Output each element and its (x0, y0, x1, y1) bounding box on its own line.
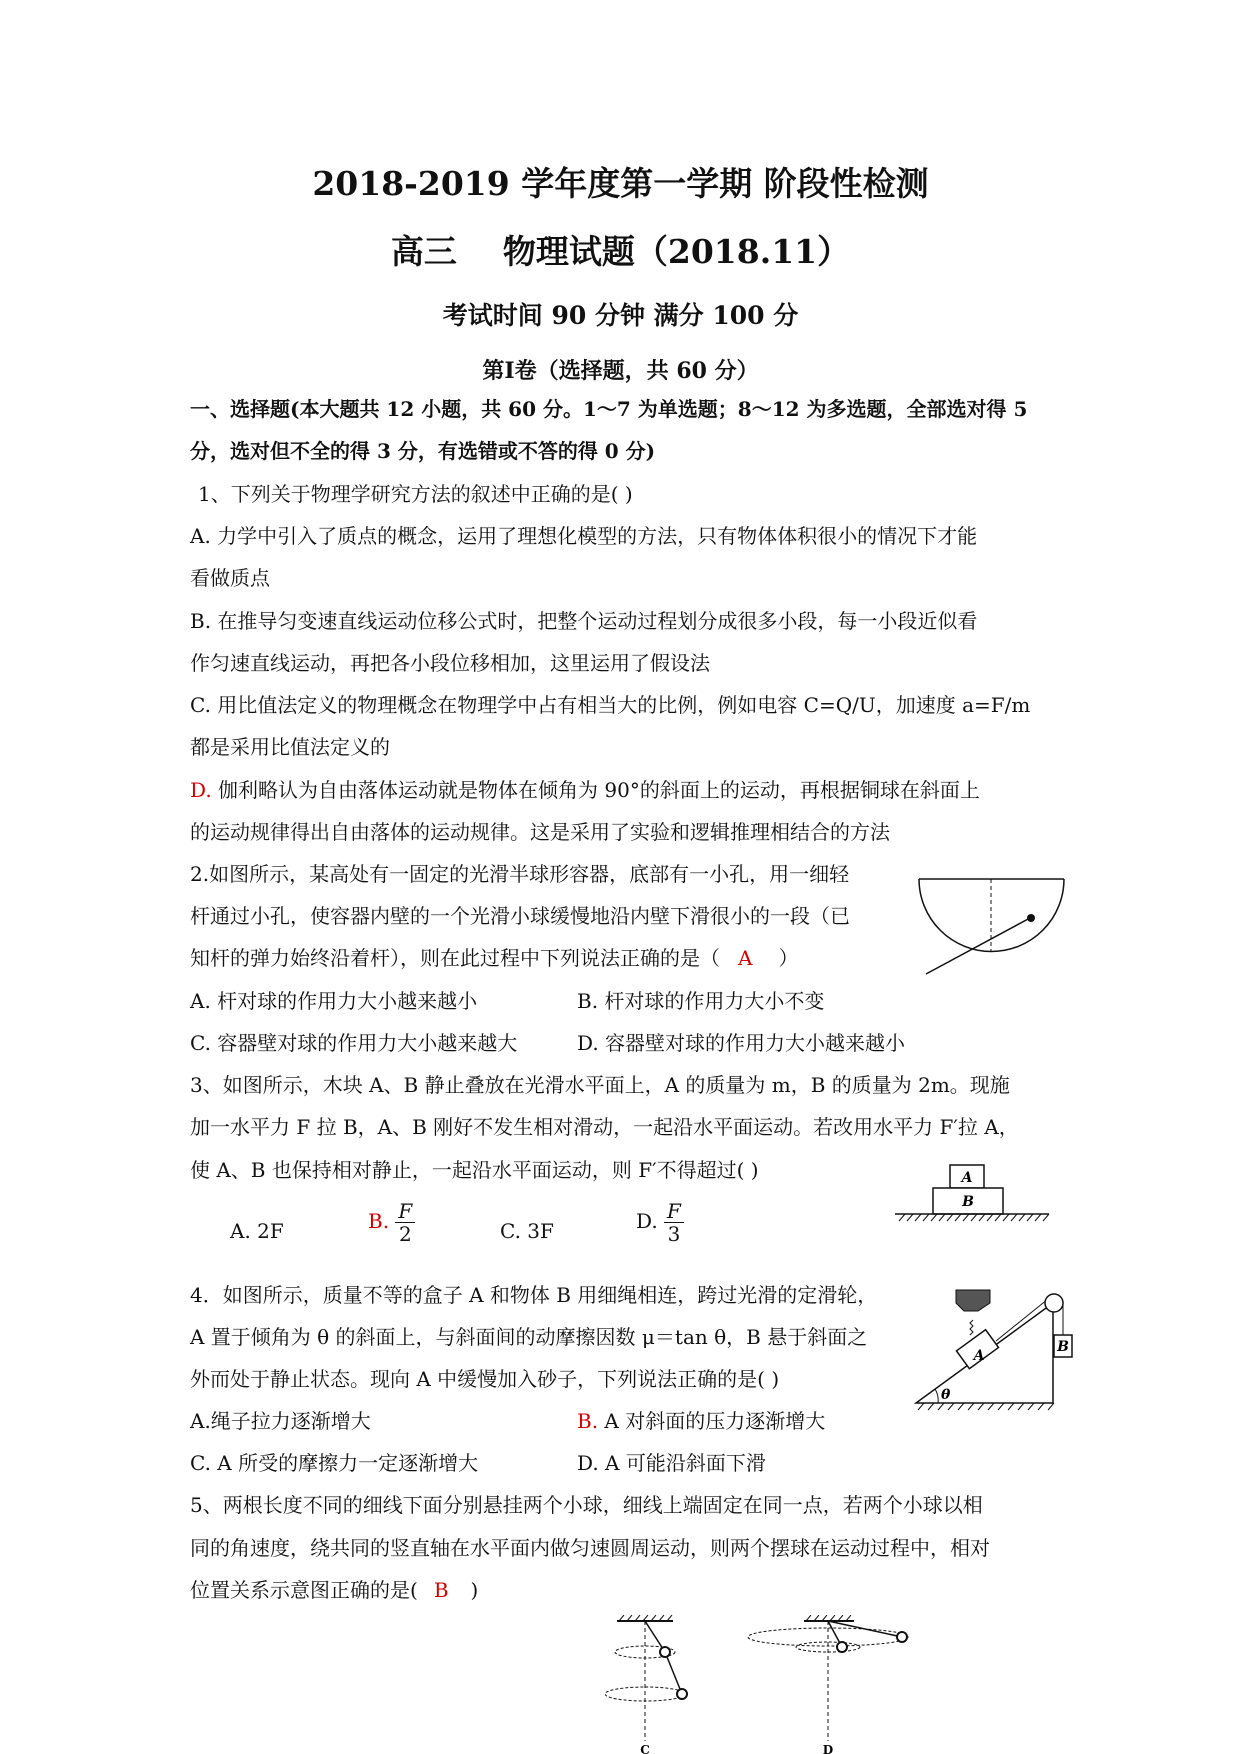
q1-option-a-1: A. 力学中引入了质点的概念，运用了理想化模型的方法，只有物体体积很小的情况下才能 (190, 524, 978, 548)
exam-title: 2018-2019 学年度第一学期 阶段性检测 (312, 164, 929, 203)
pendulum-figure-c (605, 1615, 715, 1754)
q4-answer-mark: B. (577, 1409, 599, 1433)
q4-stem-2: A 置于倾角为 θ 的斜面上，与斜面间的动摩擦因数 μ＝tan θ，B 悬于斜面之 (190, 1325, 868, 1349)
q5-stem-2: 同的角速度，绕共同的竖直轴在水平面内做匀速圆周运动，则两个摆球在运动过程中，相对 (190, 1536, 990, 1560)
grade-label: 高三 (390, 232, 457, 271)
q3-stem-1: 3、如图所示，木块 A、B 静止叠放在光滑水平面上，A 的质量为 m，B 的质量为 2m。现施 (190, 1073, 1010, 1097)
ball-inner (837, 1642, 847, 1652)
q1-option-a-2: 看做质点 (190, 566, 270, 590)
q3-option-c: C. 3F (500, 1219, 554, 1243)
q1-answer-mark: D. (190, 778, 212, 802)
q4-option-b: B. A 对斜面的压力逐渐增大 (577, 1409, 826, 1433)
q2-option-a: A. 杆对球的作用力大小越来越小 (190, 989, 478, 1013)
svg-text:A: A (973, 1348, 985, 1364)
ball-lower (677, 1689, 687, 1699)
q4-option-c: C. A 所受的摩擦力一定逐渐增大 (190, 1451, 479, 1475)
q2-stem-1: 2.如图所示，某高处有一固定的光滑半球形容器，底部有一小孔，用一细轻 (190, 862, 850, 886)
q4-stem-1: 4．如图所示，质量不等的盒子 A 和物体 B 用细绳相连，跨过光滑的定滑轮， (190, 1283, 878, 1307)
section-instructions-1: 一、选择题(本大题共 12 小题，共 60 分。1～7 为单选题；8～12 为多选题，全部选对得 5 (190, 397, 1028, 421)
incline-pulley-figure (908, 1285, 1093, 1413)
volume-heading: 第Ⅰ卷（选择题，共 60 分） (482, 358, 759, 384)
q2-stem-2: 杆通过小孔，使容器内壁的一个光滑小球缓慢地沿内壁下滑很小的一段（已 (190, 904, 850, 928)
ground-hatching (899, 1214, 1049, 1221)
exam-subtitle (0, 226, 1241, 273)
q5-answer: B (433, 1578, 449, 1602)
ball-upper (660, 1647, 670, 1657)
q4-option-a: A.绳子拉力逐渐增大 (190, 1409, 371, 1433)
svg-text:D: D (822, 1743, 834, 1754)
q1-option-d-1: D. 伽利略认为自由落体运动就是物体在倾角为 90°的斜面上的运动，再根据铜球在斜面上 (190, 778, 980, 802)
svg-text:θ: θ (941, 1387, 951, 1403)
q2-stem-3: 知杆的弹力始终沿着杆），则在此过程中下列说法正确的是（ A ） (190, 946, 799, 970)
sand-funnel (956, 1290, 990, 1311)
q1-option-b-2: 作匀速直线运动，再把各小段位移相加，这里运用了假设法 (190, 651, 710, 675)
string-lower (665, 1652, 682, 1694)
q1-option-d-2: 的运动规律得出自由落体的运动规律。这是采用了实验和逻辑推理相结合的方法 (190, 820, 890, 844)
q4-option-d: D. A 可能沿斜面下滑 (577, 1451, 766, 1475)
q5-stem-3: 位置关系示意图正确的是( B ) (190, 1578, 479, 1602)
exam-info: 考试时间 90 分钟 满分 100 分 (442, 301, 799, 330)
string-long (828, 1621, 902, 1637)
funnel-stem (970, 1320, 973, 1335)
ball-outer (897, 1632, 907, 1642)
svg-text:C: C (640, 1743, 650, 1754)
q2-option-c: C. 容器壁对球的作用力大小越来越大 (190, 1031, 518, 1055)
q3-stem-3: 使 A、B 也保持相对静止，一起沿水平面运动，则 F′不得超过( ) (190, 1158, 759, 1182)
q1-option-c-2: 都是采用比值法定义的 (190, 735, 390, 759)
q3-option-b (368, 1200, 415, 1245)
q2-answer: A (738, 946, 753, 970)
q4-stem-3: 外而处于静止状态。现向 A 中缓慢加入砂子，下列说法正确的是( ) (190, 1367, 780, 1391)
q3-stem-2: 加一水平力 F 拉 B，A、B 刚好不发生相对滑动，一起沿水平面运动。若改用水平力 F′拉 A， (190, 1115, 1019, 1139)
fraction-f-over-2: $\frac{F}{2}$ (395, 1200, 415, 1245)
fraction-f-over-3: $\frac{F}{3}$ (664, 1200, 684, 1245)
stacked-blocks-figure (893, 1163, 1053, 1235)
hemisphere-rod-figure (918, 872, 1080, 980)
small-ball (1027, 914, 1035, 922)
q5-stem-1: 5、两根长度不同的细线下面分别悬挂两个小球，细线上端固定在同一点，若两个小球以相 (190, 1493, 983, 1517)
q1-option-c-1: C. 用比值法定义的物理概念在物理学中占有相当大的比例，例如电容 C=Q/U，加速度 a=F/m (190, 693, 1031, 717)
svg-text:B: B (1057, 1339, 1069, 1355)
q2-option-b: B. 杆对球的作用力大小不变 (577, 989, 825, 1013)
subject-label: 物理试题（2018.11） (502, 232, 851, 271)
svg-text:A: A (961, 1170, 973, 1186)
floor-hatching (918, 1403, 1054, 1410)
q2-option-d: D. 容器壁对球的作用力大小越来越小 (577, 1031, 906, 1055)
section-instructions-2: 分，选对但不全的得 3 分，有选错或不答的得 0 分) (190, 439, 656, 463)
q1-stem: 1、下列关于物理学研究方法的叙述中正确的是( ) (198, 482, 633, 506)
q3-option-a: A. 2F (230, 1219, 284, 1243)
pulley (1045, 1294, 1063, 1312)
q3-answer-mark: B. (368, 1209, 390, 1233)
svg-text:B: B (962, 1194, 974, 1210)
pendulum-figure-d (742, 1615, 922, 1754)
q1-option-b-1: B. 在推导匀变速直线运动位移公式时，把整个运动过程划分成很多小段，每一小段近似看 (190, 609, 978, 633)
light-rod (926, 918, 1030, 974)
q3-option-d: D. $\frac{F}{3}$ (636, 1200, 684, 1245)
